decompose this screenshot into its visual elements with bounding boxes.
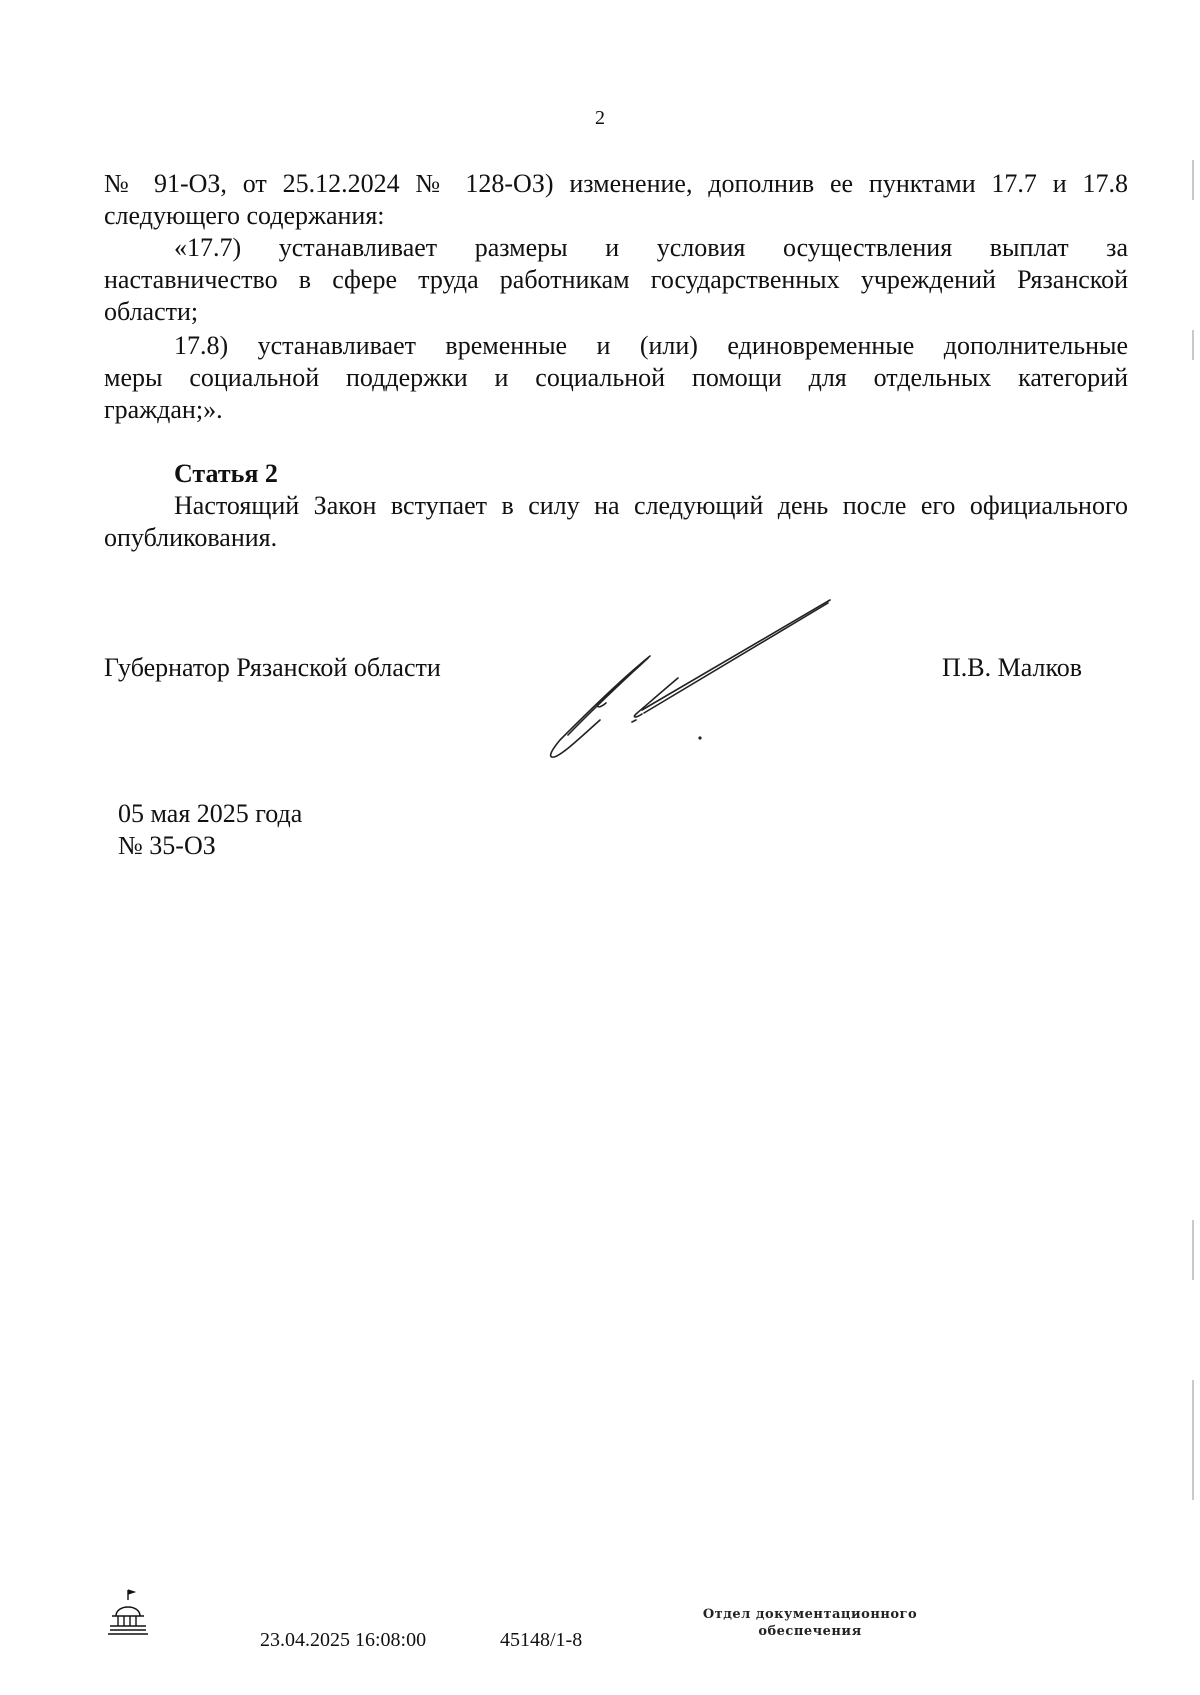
text-line-4: наставничество в сфере труда работникам государственных учреждений Рязанской [104,265,1128,294]
handwritten-signature [540,590,840,770]
footer-timestamp: 23.04.2025 16:08:00 [260,1629,427,1651]
scan-edge-mark [1192,160,1194,200]
footer-document-id: 45148/1-8 [500,1629,583,1651]
text-line-7: меры социальной поддержки и социальной помощи для отдельных категорий [104,363,1128,392]
scan-edge-mark [1192,1220,1194,1280]
text-line-6: 17.8) устанавливает временные и (или) единовременные дополнительные [174,331,1128,360]
department-stamp-line-1: Отдел документационного [702,1607,918,1622]
law-number: № 35-ОЗ [118,831,216,860]
signatory-name: П.В. Малков [942,653,1083,682]
text-line-2: следующего содержания: [104,201,385,230]
duma-logo-icon [108,1588,148,1636]
text-line-8: граждан;». [104,395,223,424]
scan-edge-mark [1192,1380,1194,1500]
department-stamp-line-2: обеспечения [758,1624,862,1639]
article-heading: Статья 2 [174,459,278,488]
article-text-line-2: опубликования. [104,523,278,552]
signatory-title: Губернатор Рязанской области [104,653,441,682]
page-number: 2 [595,107,605,129]
text-line-3: «17.7) устанавливает размеры и условия осуществления выплат за [174,233,1128,262]
text-line-5: области; [104,297,199,326]
article-text-line-1: Настоящий Закон вступает в силу на следующий день после его официального [174,491,1128,520]
scan-edge-mark [1192,330,1194,360]
text-line-1: № 91-ОЗ, от 25.12.2024 № 128-ОЗ) изменение, дополнив ее пунктами 17.7 и 17.8 [104,169,1128,198]
law-date: 05 мая 2025 года [118,799,303,828]
